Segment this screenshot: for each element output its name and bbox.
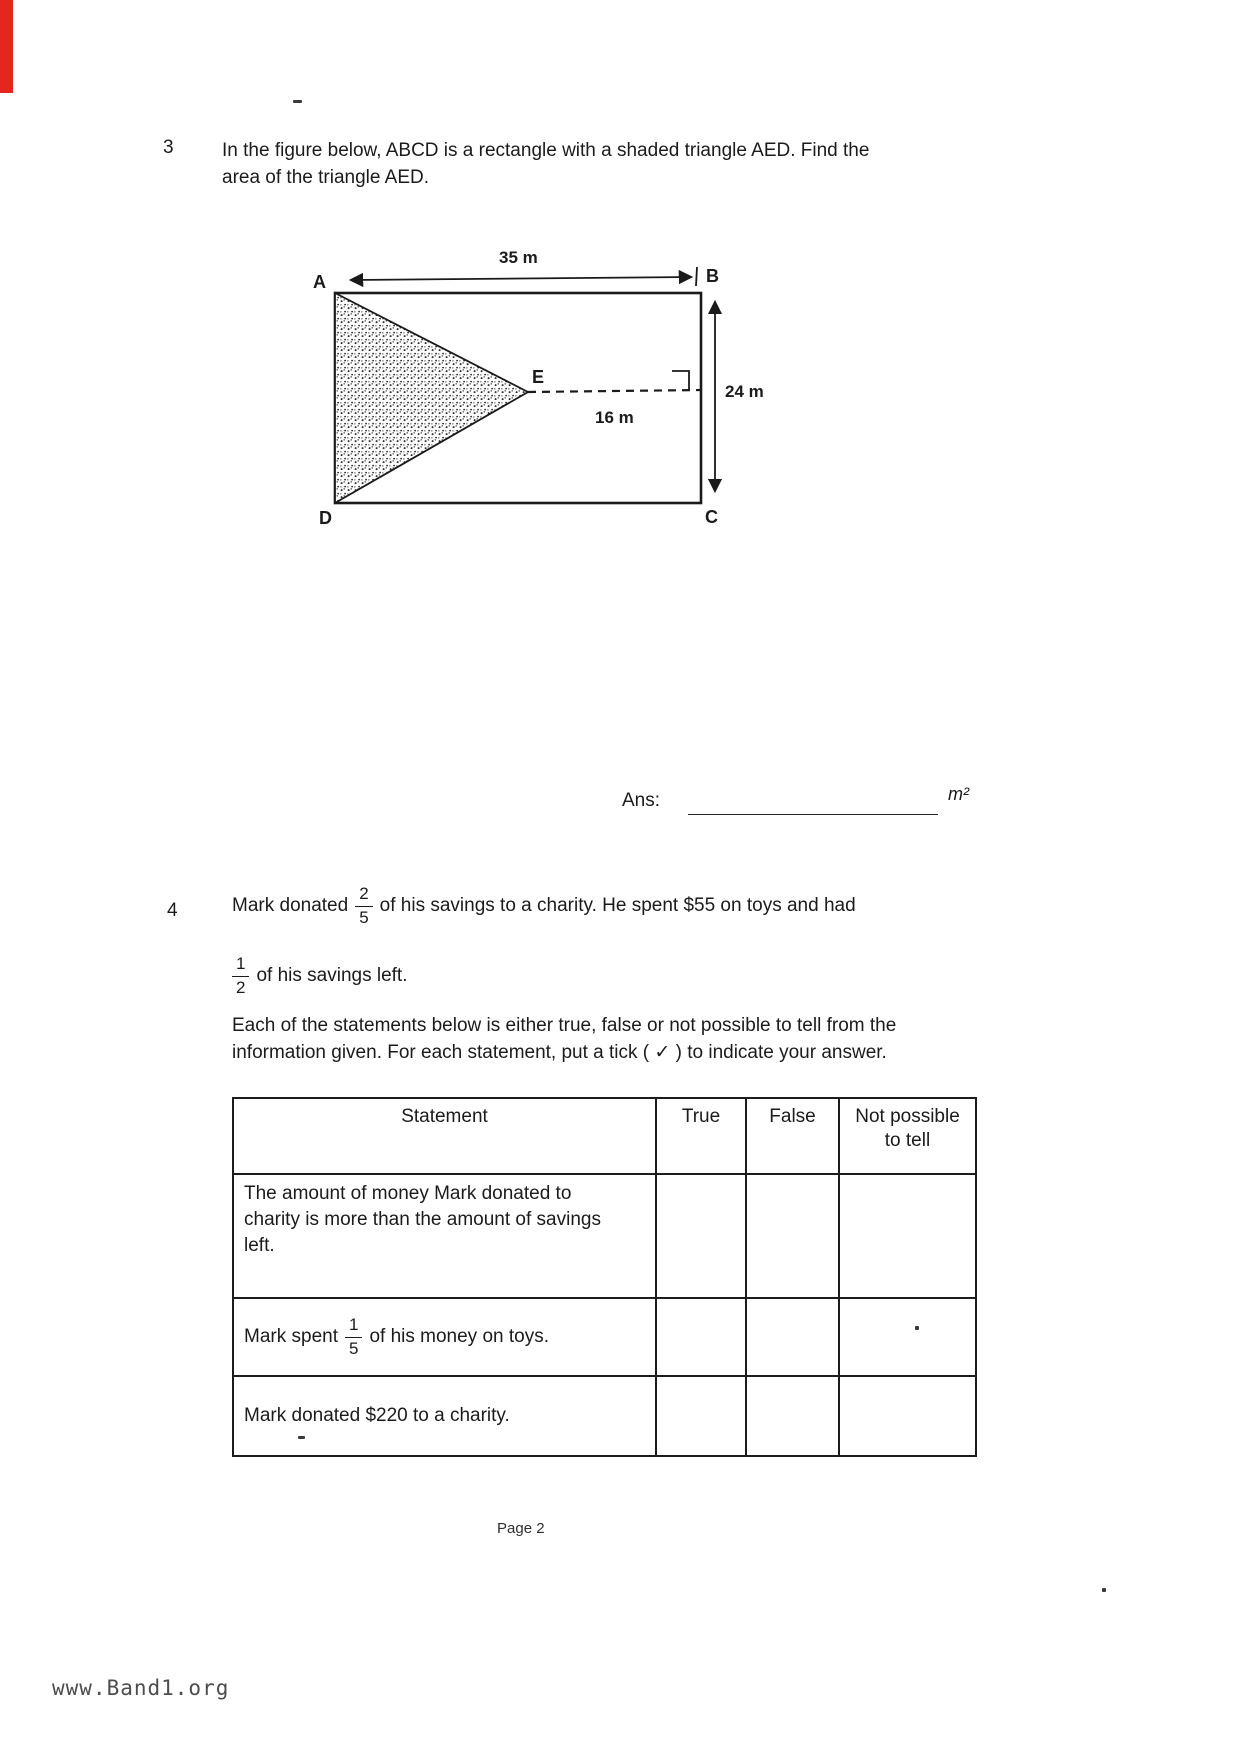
vertex-label-a: A [313, 272, 326, 292]
tick-cell-notpossible-row2 [839, 1298, 976, 1376]
statement-text: Mark donated $220 to a charity. [244, 1405, 510, 1426]
fraction-numerator: 1 [345, 1316, 362, 1338]
dashed-line-e-to-bc [528, 390, 701, 392]
scan-speck [1102, 1588, 1106, 1592]
dim-label-16m: 16 m [595, 408, 634, 427]
statement-after: of his money on toys. [369, 1326, 549, 1347]
fraction-denominator: 2 [236, 977, 246, 997]
tick-cell-true-row3 [656, 1376, 746, 1456]
question-3-prompt-line1: In the figure below, ABCD is a rectangle with a shaded triangle AED. Find the [222, 140, 870, 161]
question-4-sentence2 [232, 948, 408, 1004]
sentence1-before: Mark donated [232, 895, 349, 916]
tick-cell-false-row1 [746, 1174, 839, 1298]
right-angle-mark [672, 371, 689, 391]
tick-cell-true-row2 [656, 1298, 746, 1376]
tick-cell-notpossible-row1 [839, 1174, 976, 1298]
fraction-denominator: 5 [359, 907, 369, 927]
vertex-label-d: D [319, 508, 332, 528]
tick-cell-true-row1 [656, 1174, 746, 1298]
sentence1-after: of his savings to a charity. He spent $55 on toys and had [379, 895, 856, 916]
scan-edge-red-artifact [0, 0, 13, 93]
fraction-numerator: 1 [232, 955, 249, 977]
dim-label-35m: 35 m [499, 248, 538, 267]
answer-blank [688, 792, 938, 815]
vertex-label-b: B [706, 266, 719, 286]
dimension-extension-tick [696, 267, 697, 286]
fraction-numerator: 2 [355, 885, 372, 907]
tick-cell-false-row2 [746, 1298, 839, 1376]
tick-cell-false-row3 [746, 1376, 839, 1456]
statement-text: The amount of money Mark donated to charity is more than the amount of savings left. [244, 1183, 601, 1256]
col-header-false: False [746, 1098, 839, 1174]
tick-cell-notpossible-row3 [839, 1376, 976, 1456]
question-3-prompt [222, 137, 922, 191]
geometry-figure [298, 222, 798, 542]
col-header-true: True [656, 1098, 746, 1174]
point-label-e: E [532, 367, 545, 387]
watermark: www.Band1.org [52, 1676, 230, 1700]
page-footer: Page 2 [497, 1520, 545, 1537]
col-header-statement: Statement [233, 1098, 656, 1174]
answer-unit: m² [948, 784, 969, 804]
statement-row-1 [233, 1174, 976, 1298]
question-4-instructions: Each of the statements below is either true, false or not possible to tell from the information given. For each statement, put a tick ( ✓ ) to indicate your answer. [232, 1015, 897, 1063]
dim-label-24m: 24 m [725, 382, 764, 401]
scan-speck [293, 100, 302, 103]
table-header-row [233, 1098, 976, 1174]
question-4-number: 4 [167, 900, 178, 921]
question-3-prompt-line2: area of the triangle AED. [222, 167, 430, 188]
statement-cell [233, 1298, 656, 1376]
fraction-one-fifth [345, 1316, 362, 1358]
statement-cell [233, 1174, 656, 1298]
question-4-sentence1 [232, 878, 856, 934]
dimension-line-top [351, 277, 691, 280]
col-header-not-possible: Not possible to tell [839, 1098, 976, 1174]
fraction-denominator: 5 [348, 1338, 359, 1358]
sentence2-after: of his savings left. [256, 965, 408, 986]
statement-text [244, 1316, 645, 1358]
statement-cell [233, 1376, 656, 1456]
fraction-two-fifths [355, 885, 372, 927]
vertex-label-c: C [705, 507, 718, 527]
statement-before: Mark spent [244, 1326, 338, 1347]
answer-label: Ans: [622, 790, 661, 811]
statements-table [232, 1097, 977, 1457]
fraction-one-half [232, 955, 249, 997]
shaded-triangle-aed [335, 293, 528, 503]
statement-row-3 [233, 1376, 976, 1456]
statement-row-2 [233, 1298, 976, 1376]
question-3-number: 3 [163, 137, 174, 158]
